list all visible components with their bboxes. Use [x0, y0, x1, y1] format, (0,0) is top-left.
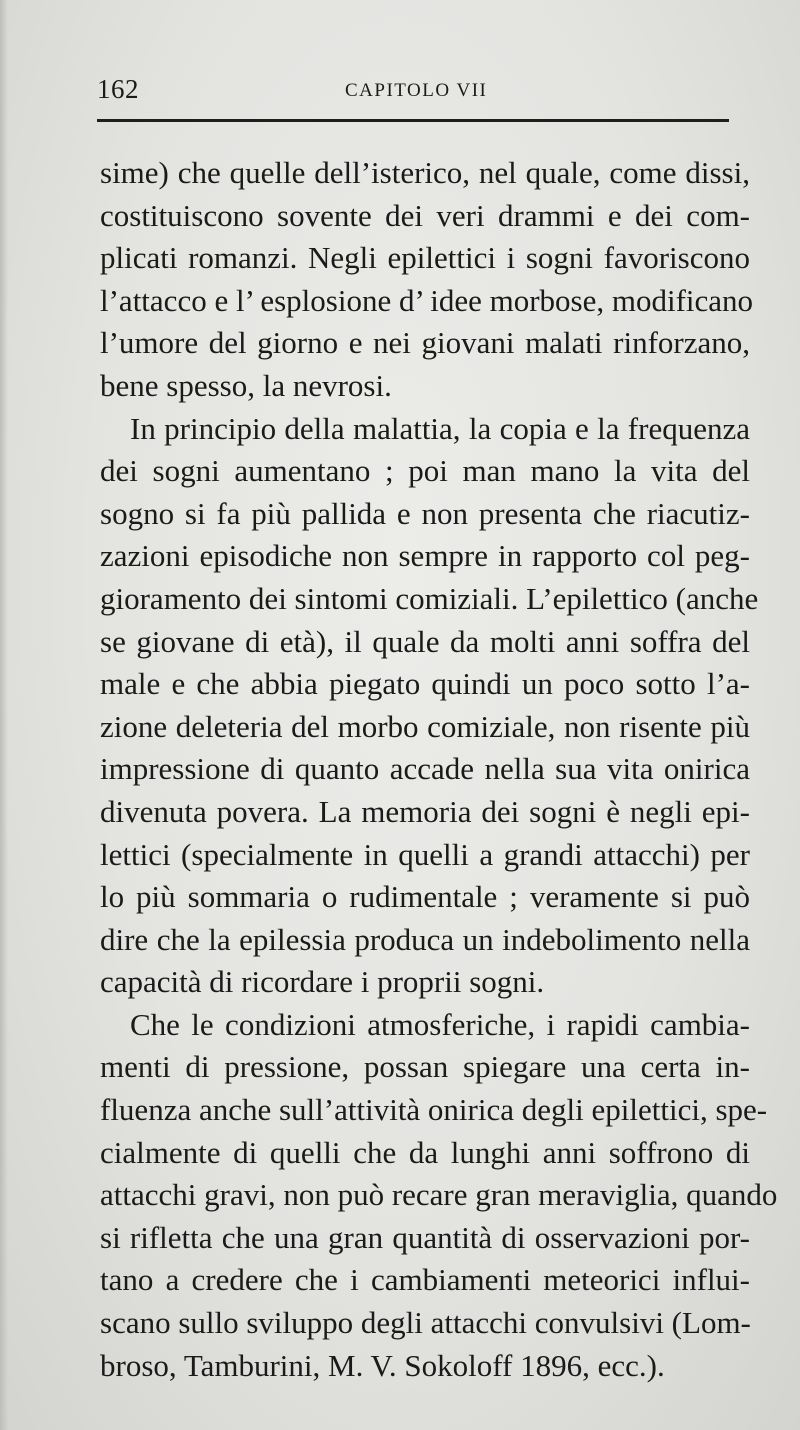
text-line: lettici (specialmente in quelli a grandi attacchi) per — [100, 836, 750, 872]
text-line: gioramento dei sintomi comiziali. L’epilettico (anche — [100, 580, 759, 616]
paragraph-first-line: Che le condizioni atmosferiche, i rapidi cambia- — [130, 1006, 750, 1042]
text-line: scano sullo sviluppo degli attacchi convulsivi (Lom- — [100, 1305, 751, 1341]
text-line: dire che la epilessia produca un indebolimento nella — [100, 921, 750, 957]
text-line: sime) che quelle dell’isterico, nel quale, come dissi, — [100, 155, 750, 190]
text-line: plicati romanzi. Negli epilettici i sogni favoriscono — [100, 240, 750, 276]
text-line: costituiscono sovente dei veri drammi e dei com- — [100, 197, 750, 233]
text-line: si rifletta che una gran quantità di osservazioni por- — [100, 1219, 750, 1255]
text-line: l’attacco e l’ esplosione d’ idee morbose, modificano — [100, 282, 754, 318]
text-line: sogno si fa più pallida e non presenta che riacutiz- — [100, 495, 750, 531]
text-line: cialmente di quelli che da lunghi anni soffrono di — [100, 1134, 750, 1170]
paragraph-first-line: In principio della malattia, la copia e la frequenza — [130, 410, 750, 446]
text-line: dei sogni aumentano ; poi man mano la vita del — [100, 453, 750, 489]
text-line: bene spesso, la nevrosi. — [100, 367, 392, 403]
text-line: attacchi gravi, non può recare gran meraviglia, quando — [100, 1177, 778, 1213]
text-line: male e che abbia piegato quindi un poco sotto l’a- — [100, 666, 750, 702]
text-line: se giovane di età), il quale da molti anni soffra del — [100, 623, 750, 659]
page-number: 162 — [97, 74, 139, 104]
text-line: menti di pressione, possan spiegare una certa in- — [100, 1049, 750, 1085]
text-line: broso, Tamburini, M. V. Sokoloff 1896, ecc.). — [100, 1347, 665, 1383]
chapter-title: CAPITOLO VII — [345, 80, 488, 101]
running-head — [97, 70, 727, 110]
text-line: l’umore del giorno e nei giovani malati rinforzano, — [100, 325, 750, 361]
text-line: lo più sommaria o rudimentale ; veramente si può — [100, 879, 750, 915]
text-line: tano a credere che i cambiamenti meteorici influi- — [100, 1262, 750, 1298]
text-line: zione deleteria del morbo comiziale, non risente più — [100, 708, 750, 744]
text-line: divenuta povera. La memoria dei sogni è negli epi- — [100, 793, 750, 829]
text-line: impressione di quanto accade nella sua vita onirica — [100, 751, 750, 787]
text-line: capacità di ricordare i proprii sogni. — [100, 964, 545, 1000]
text-line: zazioni episodiche non sempre in rapporto col peg- — [100, 538, 750, 574]
header-rule — [97, 119, 729, 122]
text-line: fluenza anche sull’attività onirica degli epilettici, spe- — [100, 1092, 768, 1128]
body-text — [100, 152, 778, 1387]
page-edge-shadow — [0, 0, 8, 1430]
